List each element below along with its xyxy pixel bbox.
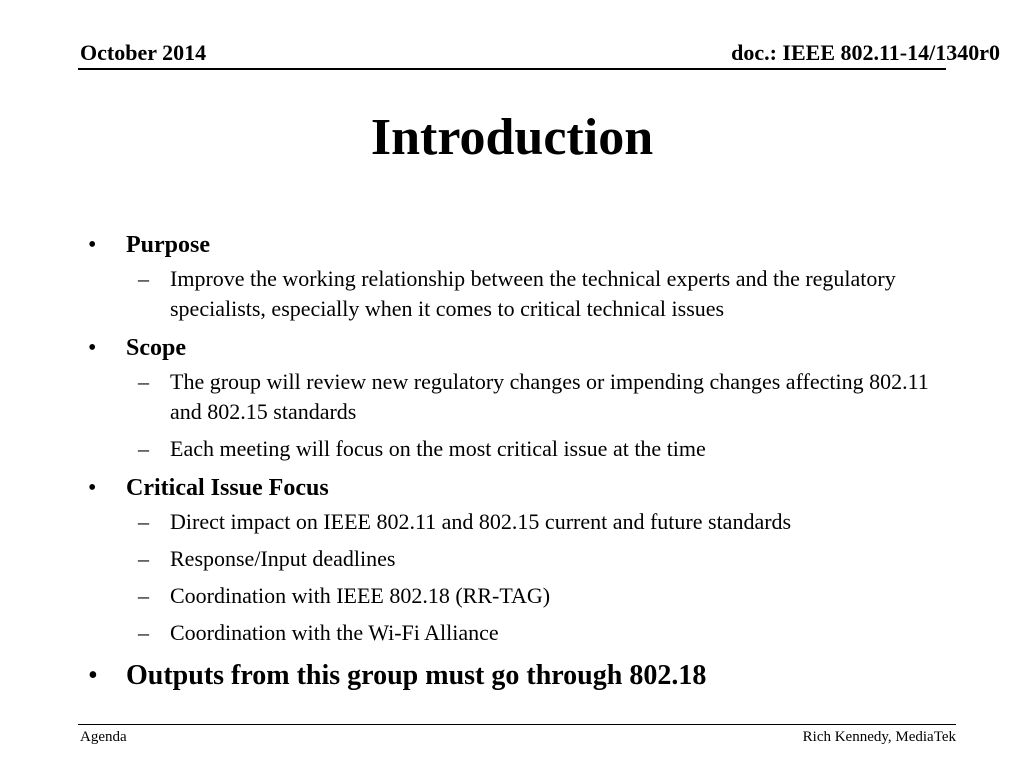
dash-icon: – [138,436,149,461]
sub-item [88,507,930,537]
bullet-outputs [88,656,968,696]
header-date: October 2014 [80,40,207,65]
sub-item-text: The group will review new regulatory changes or impending changes affecting 802.11 and 802.15 standards [170,369,929,424]
sub-item [88,367,930,427]
sub-item-text: Response/Input deadlines [170,546,396,571]
bullet-heading: Outputs from this group must go through 802.18 [126,660,707,691]
sub-item [88,618,930,648]
bullet-icon: • [88,660,98,691]
footer-right: Rich Kennedy, MediaTek [802,729,956,745]
sub-item-text: Coordination with the Wi-Fi Alliance [170,620,499,645]
header-doc-id: doc.: IEEE 802.11-14/1340r0 [731,40,1000,65]
slide-body [88,228,968,698]
footer-left: Agenda [80,729,127,745]
dash-icon: – [138,546,149,571]
dash-icon: – [138,583,149,608]
slide-title: Introduction [370,109,654,166]
dash-icon: – [138,509,149,534]
sub-item-text: Each meeting will focus on the most critical issue at the time [170,436,706,461]
bullet-purpose [88,228,968,262]
sub-item [88,434,930,464]
dash-icon: – [138,266,149,291]
bullet-icon: • [88,475,97,501]
bullet-critical-issue-focus [88,471,968,505]
sub-item [88,544,930,574]
bullet-icon: • [88,335,97,361]
sub-item-text: Improve the working relationship between the technical experts and the regulatory specialists, especially when it comes to critical technical issues [170,266,896,321]
sub-item-text: Coordination with IEEE 802.18 (RR-TAG) [170,583,551,608]
bullet-icon: • [88,232,97,258]
sub-item [88,581,930,611]
dash-icon: – [138,369,149,394]
bullet-heading: Purpose [126,232,210,258]
dash-icon: – [138,620,149,645]
sub-item-text: Direct impact on IEEE 802.11 and 802.15 current and future standards [170,509,792,534]
footer-divider [78,724,956,725]
sub-item [88,264,930,324]
bullet-heading: Scope [126,335,186,361]
bullet-heading: Critical Issue Focus [126,475,329,501]
header-divider [78,68,946,70]
bullet-scope [88,331,968,365]
